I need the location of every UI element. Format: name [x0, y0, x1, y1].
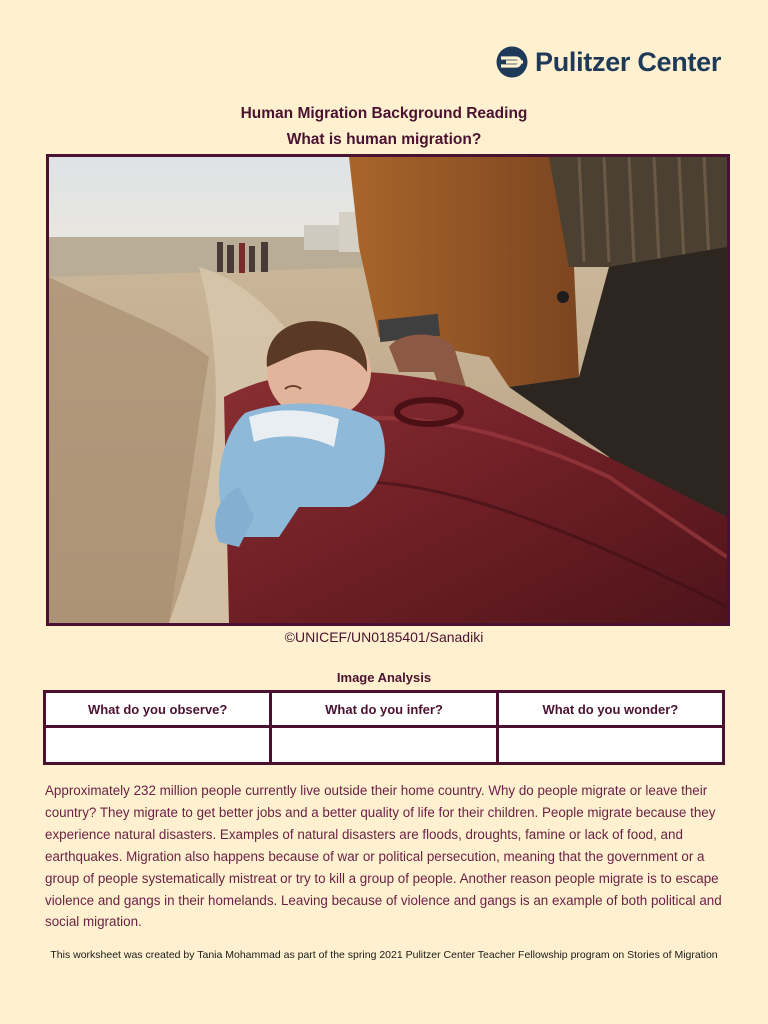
photo-illustration	[49, 157, 727, 623]
image-analysis-heading: Image Analysis	[336, 670, 432, 685]
photo-credit: ©UNICEF/UN0185401/Sanadiki	[284, 629, 484, 645]
image-analysis-table	[43, 690, 725, 765]
wonder-column-header: What do you wonder?	[497, 692, 723, 727]
table-answer-row	[45, 727, 724, 764]
page-title: Human Migration Background Reading	[240, 105, 528, 122]
infer-column-header: What do you infer?	[271, 692, 497, 727]
wonder-answer-cell[interactable]	[497, 727, 723, 764]
migration-photo	[46, 154, 730, 626]
pulitzer-center-logo-icon	[496, 46, 528, 78]
pulitzer-center-logo	[496, 44, 721, 80]
table-header-row	[45, 692, 724, 727]
worksheet-footer: This worksheet was created by Tania Mohammad as part of the spring 2021 Pulitzer Center Teacher Fellowship program on Stories of Migration	[50, 949, 718, 961]
logo-wordmark: Pulitzer Center	[535, 46, 722, 77]
observe-column-header: What do you observe?	[45, 692, 271, 727]
background-paragraph: Approximately 232 million people currently live outside their home country. Why do people migrate or leave their country? They migrate to get better jobs and a better quality of life for their children. People migrate because they experience natural disasters. Examples of natural disasters are floods, droughts, famine or lack of food, and earthquakes. Migration also happens because of war or political persecution, meaning that the government or a group of people systematically mistreat or try to kill a group of people. Another reason people migrate is to escape violence and gangs in their homelands. Leaving because of violence and gangs is an example of both political and social migration.	[45, 783, 722, 930]
page-subtitle: What is human migration?	[286, 131, 482, 148]
infer-answer-cell[interactable]	[271, 727, 497, 764]
observe-answer-cell[interactable]	[45, 727, 271, 764]
